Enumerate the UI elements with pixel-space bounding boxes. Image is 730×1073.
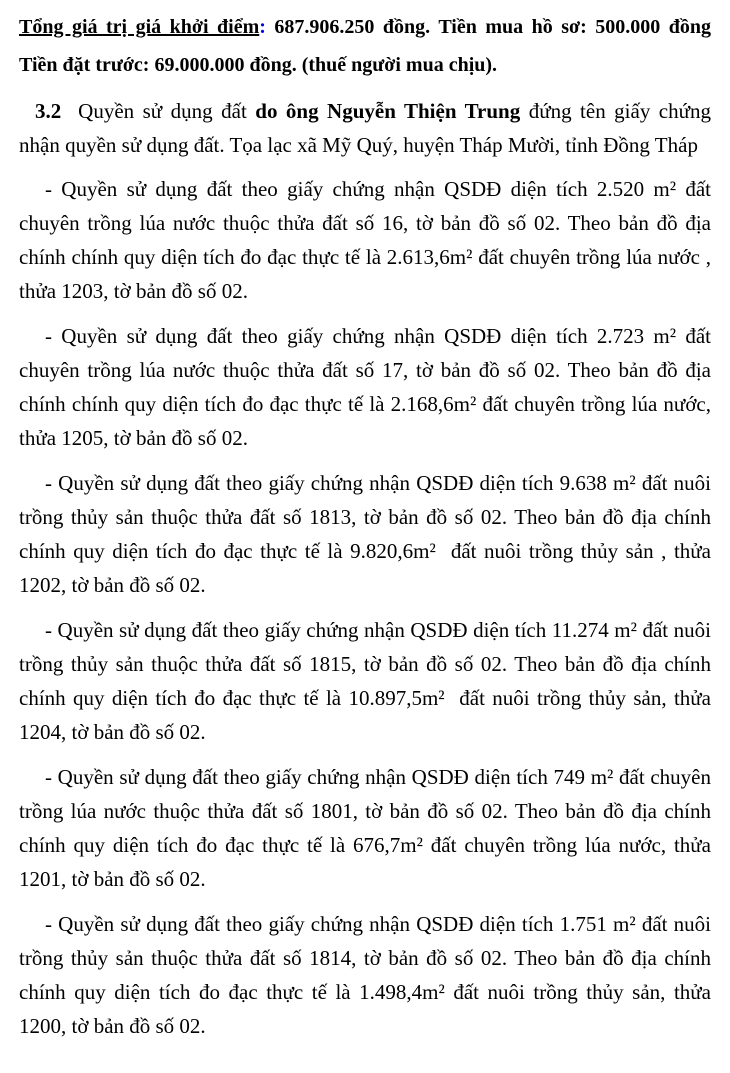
header-deposit-line: [19, 46, 711, 84]
header-starting-price-line-text-1: :: [259, 16, 266, 38]
document-body: [19, 8, 711, 1043]
header-starting-price-line: [19, 8, 711, 46]
parcel-1815-thua-1204: [19, 613, 711, 749]
parcel-17-thua-1205: [19, 319, 711, 455]
parcel-16-thua-1203-text-0: - Quyền sử dụng đất theo giấy chứng nhận QSDĐ diện tích 2.520 m² đất chuyên trồng lúa nước thuộc thửa đất số 16, tờ bản đồ số 02. Theo bản đồ địa chính chính quy diện tích đo đạc thực tế là 2.613,6m² đất chuyên trồng lúa nước , thửa 1203, tờ bản đồ số 02.: [19, 177, 711, 303]
parcel-1814-thua-1200: [19, 907, 711, 1043]
parcel-1801-thua-1201-text-0: - Quyền sử dụng đất theo giấy chứng nhận QSDĐ diện tích 749 m² đất chuyên trồng lúa nước thuộc thửa đất số 1801, tờ bản đồ số 02. Theo bản đồ địa chính chính quy diện tích đo đạc thực tế là 676,7m² đất chuyên trồng lúa nước, thửa 1201, tờ bản đồ số 02.: [19, 765, 711, 891]
parcel-16-thua-1203: [19, 172, 711, 308]
section-3-2-owner-text-2: do ông Nguyễn Thiện Trung: [255, 99, 521, 123]
parcel-17-thua-1205-text-0: - Quyền sử dụng đất theo giấy chứng nhận QSDĐ diện tích 2.723 m² đất chuyên trồng lúa nước thuộc thửa đất số 17, tờ bản đồ số 02. Theo bản đồ địa chính chính quy diện tích đo đạc thực tế là 2.168,6m² đất chuyên trồng lúa nước, thửa 1205, tờ bản đồ số 02.: [19, 324, 711, 450]
section-3-2-owner: [19, 94, 711, 162]
section-3-2-owner-text-1: Quyền sử dụng đất: [61, 99, 256, 123]
parcel-1813-thua-1202-text-0: - Quyền sử dụng đất theo giấy chứng nhận QSDĐ diện tích 9.638 m² đất nuôi trồng thủy sản thuộc thửa đất số 1813, tờ bản đồ số 02. Theo bản đồ địa chính chính quy diện tích đo đạc thực tế là 9.820,6m² đất nuôi trồng thủy sản , thửa 1202, tờ bản đồ số 02.: [19, 471, 711, 597]
parcel-1814-thua-1200-text-0: - Quyền sử dụng đất theo giấy chứng nhận QSDĐ diện tích 1.751 m² đất nuôi trồng thủy sản thuộc thửa đất số 1814, tờ bản đồ số 02. Theo bản đồ địa chính chính quy diện tích đo đạc thực tế là 1.498,4m² đất nuôi trồng thủy sản, thửa 1200, tờ bản đồ số 02.: [19, 912, 711, 1038]
section-3-2-owner-text-0: 3.2: [35, 99, 62, 123]
parcel-1813-thua-1202: [19, 466, 711, 602]
parcel-1815-thua-1204-text-0: - Quyền sử dụng đất theo giấy chứng nhận QSDĐ diện tích 11.274 m² đất nuôi trồng thủy sản thuộc thửa đất số 1815, tờ bản đồ số 02. Theo bản đồ địa chính chính quy diện tích đo đạc thực tế là 10.897,5m² đất nuôi trồng thủy sản, thửa 1204, tờ bản đồ số 02.: [19, 618, 711, 744]
header-starting-price-line-text-0: Tổng giá trị giá khởi điểm: [19, 16, 260, 38]
header-deposit-line-text-0: Tiền đặt trước: 69.000.000 đồng. (thuế người mua chịu).: [19, 54, 498, 76]
section-3-2-owner-text-3: đứng tên giấy chứng nhận quyền sử dụng đất. Tọa lạc xã Mỹ Quý, huyện Tháp Mười, tỉnh Đồng Tháp: [19, 99, 712, 157]
header-starting-price-line-text-2: 687.906.250 đồng. Tiền mua hồ sơ: 500.000 đồng: [265, 16, 712, 38]
parcel-1801-thua-1201: [19, 760, 711, 896]
